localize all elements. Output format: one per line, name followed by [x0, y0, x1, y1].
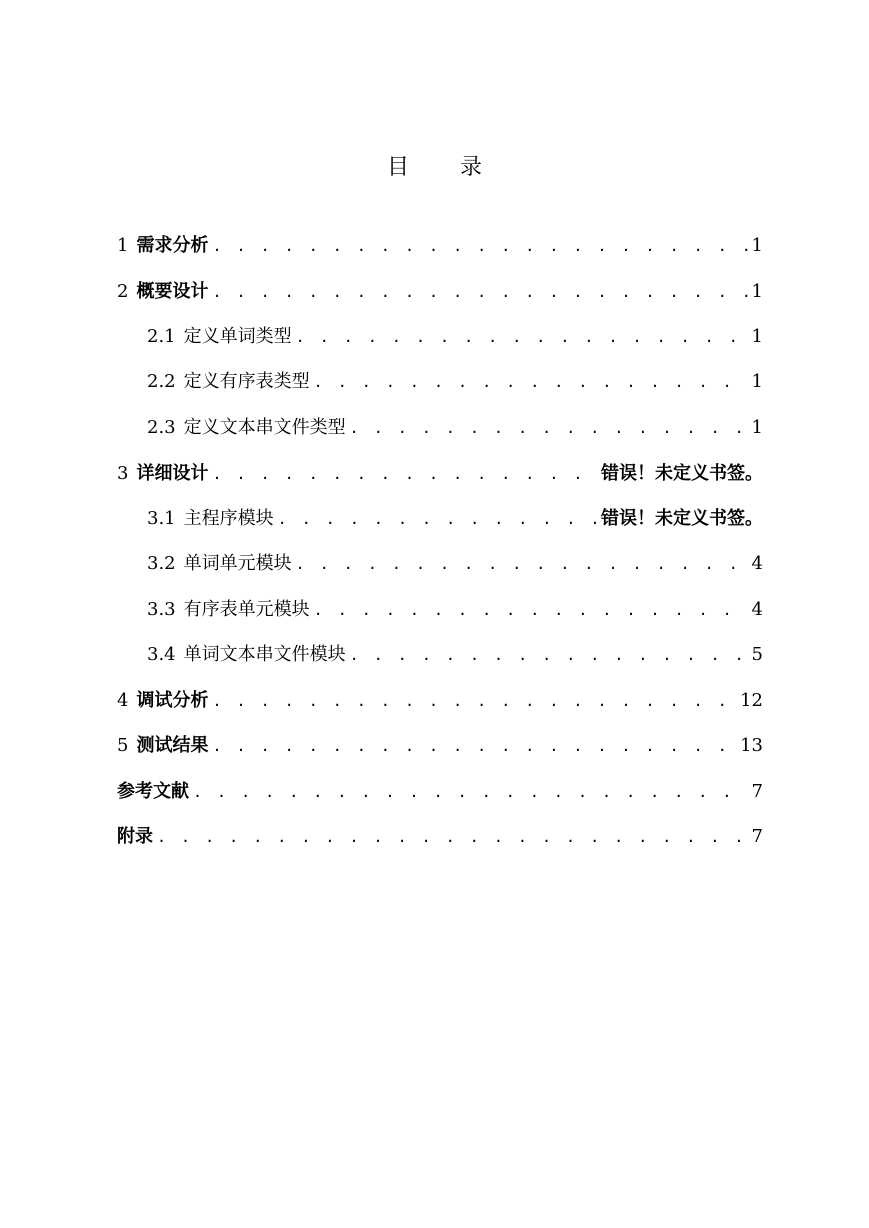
toc-entry-page: 4	[751, 553, 763, 574]
toc-entry-appendix[interactable]	[117, 822, 763, 852]
toc-entry-label: 参考文献	[117, 781, 189, 802]
dot-leader	[314, 367, 748, 397]
dot-leader	[212, 731, 736, 761]
dot-leader	[193, 777, 748, 807]
toc-entry-requirements-analysis[interactable]	[117, 231, 763, 261]
toc-entry-number: 3.4	[147, 644, 176, 665]
toc-entry-word-type[interactable]	[147, 322, 763, 352]
dot-leader	[314, 595, 748, 625]
toc-entry-page-error: 错误！未定义书签。	[601, 463, 763, 484]
toc-entry-word-unit-module[interactable]	[147, 549, 763, 579]
toc-entry-main-module[interactable]	[147, 504, 763, 534]
dot-leader	[157, 822, 748, 852]
toc-entry-number: 3	[117, 463, 129, 484]
toc-entry-number: 1	[117, 235, 129, 256]
dot-leader	[212, 459, 597, 489]
dot-leader	[212, 686, 736, 716]
toc-title: 目 录	[387, 155, 504, 180]
toc-entry-ordered-list-module[interactable]	[147, 595, 763, 625]
toc-entry-text-file-type[interactable]	[147, 413, 763, 443]
toc-entry-label: 测试结果	[136, 735, 209, 756]
toc-entry-label: 定义单词类型	[183, 326, 292, 347]
toc-entry-page: 1	[751, 417, 763, 438]
dot-leader	[296, 549, 748, 579]
toc-entry-number: 4	[117, 690, 129, 711]
toc-entry-outline-design[interactable]	[117, 277, 763, 307]
dot-leader	[296, 322, 748, 352]
toc-entry-detailed-design[interactable]	[117, 459, 763, 489]
toc-entry-page: 1	[751, 371, 763, 392]
toc-entry-page: 5	[751, 644, 763, 665]
toc-entry-page: 12	[740, 690, 763, 711]
toc-entry-number: 2.1	[147, 326, 176, 347]
toc-entry-label: 主程序模块	[183, 508, 274, 529]
toc-entry-references[interactable]	[117, 777, 763, 807]
toc-entry-page-error: 错误！未定义书签。	[601, 508, 763, 529]
toc-entry-page: 1	[751, 281, 763, 302]
dot-leader	[350, 640, 748, 670]
dot-leader	[278, 504, 597, 534]
toc-entry-test-results[interactable]	[117, 731, 763, 761]
toc-entry-label: 详细设计	[136, 463, 209, 484]
toc-entry-number: 3.2	[147, 553, 176, 574]
toc-entry-label: 单词单元模块	[183, 553, 292, 574]
toc-entry-label: 概要设计	[136, 281, 209, 302]
toc-entry-label: 单词文本串文件模块	[183, 644, 346, 665]
toc-entry-number: 2.3	[147, 417, 176, 438]
toc-entry-ordered-list-type[interactable]	[147, 367, 763, 397]
toc-entry-number: 2	[117, 281, 129, 302]
toc-entry-number: 3.1	[147, 508, 176, 529]
toc-entry-label: 附录	[117, 826, 153, 847]
toc-entry-debugging-analysis[interactable]	[117, 686, 763, 716]
toc-entry-text-file-module[interactable]	[147, 640, 763, 670]
dot-leader	[350, 413, 748, 443]
toc-entry-label: 定义文本串文件类型	[183, 417, 346, 438]
dot-leader	[212, 277, 747, 307]
toc-entry-label: 需求分析	[136, 235, 209, 256]
toc-entry-page: 13	[740, 735, 763, 756]
toc-entry-page: 7	[751, 826, 763, 847]
toc-entry-page: 1	[751, 326, 763, 347]
toc-entry-page: 7	[751, 781, 763, 802]
toc-entry-number: 3.3	[147, 599, 176, 620]
toc-entry-label: 有序表单元模块	[183, 599, 310, 620]
toc-entry-page: 1	[751, 235, 763, 256]
toc-entry-label: 定义有序表类型	[183, 371, 310, 392]
toc-entry-number: 5	[117, 735, 129, 756]
toc-entry-label: 调试分析	[136, 690, 209, 711]
toc-entry-page: 4	[751, 599, 763, 620]
toc-entry-number: 2.2	[147, 371, 176, 392]
dot-leader	[212, 231, 747, 261]
